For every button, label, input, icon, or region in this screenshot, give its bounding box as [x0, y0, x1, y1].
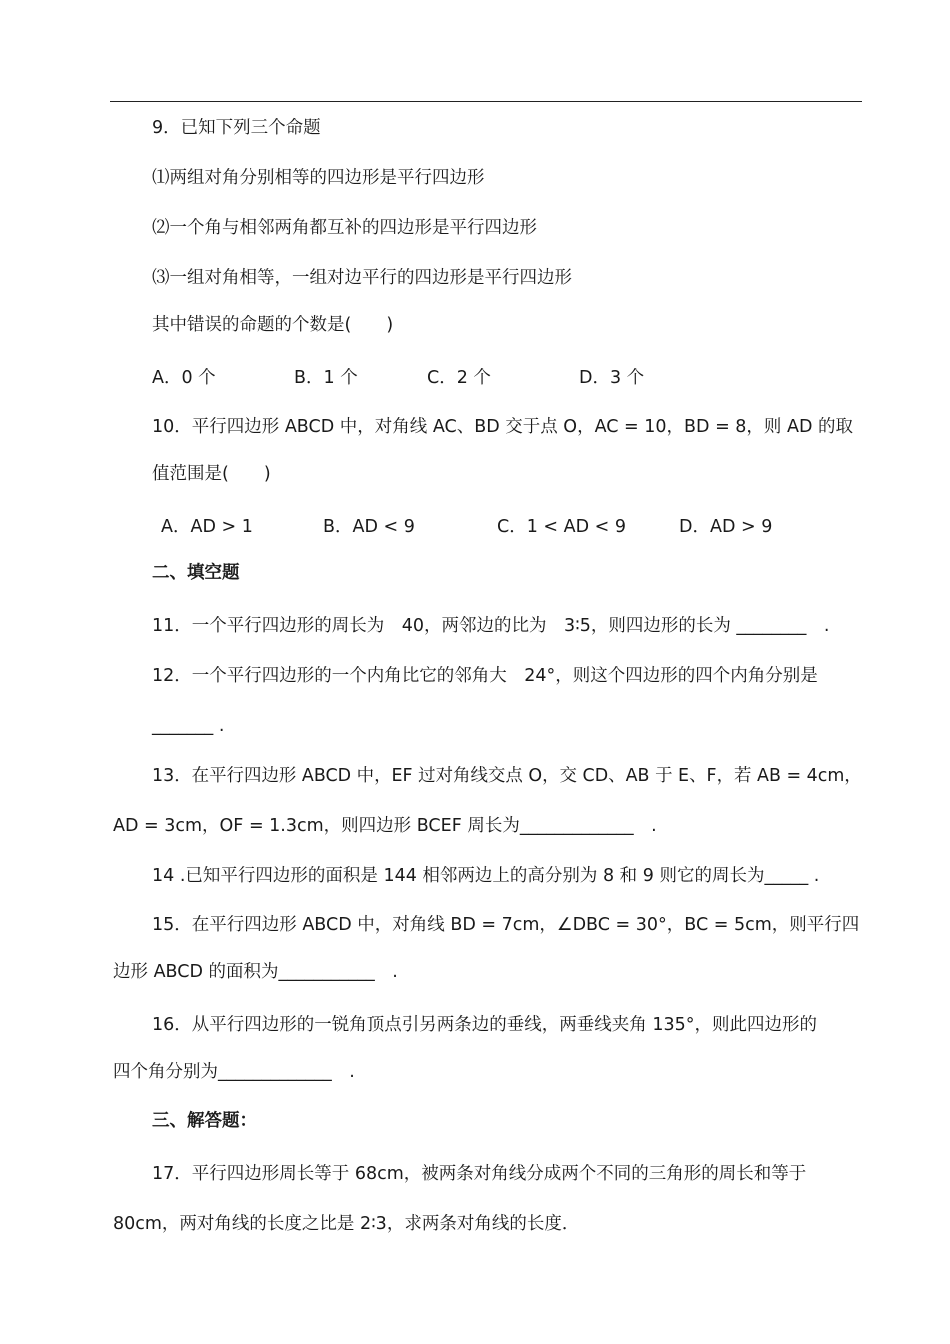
q10-line-1: 10．平行四边形 ABCD 中，对角线 AC、BD 交于点 O，AC = 10，BD = 8，则 AD 的取: [152, 417, 853, 437]
q10-option-b: B．AD < 9: [323, 517, 415, 537]
section-fill-in-heading: 二、填空题: [152, 563, 240, 583]
q15-line-2: 边形 ABCD 的面积为___________ .: [113, 962, 398, 982]
q9-stem: 9．已知下列三个命题: [152, 118, 321, 138]
q16-line-1: 16．从平行四边形的一锐角顶点引另两条边的垂线，两垂线夹角 135°，则此四边形的: [152, 1015, 817, 1035]
q9-proposition-1: ⑴两组对角分别相等的四边形是平行四边形: [152, 168, 485, 188]
q12-line-2: _______ .: [152, 716, 225, 736]
q14-text: 14 .已知平行四边形的面积是 144 相邻两边上的高分别为 8 和 9 则它的周长为_____ .: [152, 866, 820, 886]
q12-line-1: 12．一个平行四边形的一个内角比它的邻角大 24°，则这个四边形的四个内角分别是: [152, 666, 818, 686]
q16-line-2: 四个角分别为_____________ .: [113, 1062, 355, 1082]
q17-line-2: 80cm，两对角线的长度之比是 2∶3，求两条对角线的长度．: [113, 1214, 580, 1234]
q9-question: 其中错误的命题的个数是( ): [152, 315, 394, 335]
q13-line-2: AD = 3cm，OF = 1.3cm，则四边形 BCEF 周长为_____________ .: [113, 816, 657, 836]
q10-option-c: C．1 < AD < 9: [497, 517, 627, 537]
q15-line-1: 15．在平行四边形 ABCD 中，对角线 BD = 7cm，∠DBC = 30°，BC = 5cm，则平行四: [152, 915, 860, 935]
q9-option-b: B．1 个: [294, 368, 358, 388]
q9-proposition-3: ⑶一组对角相等，一组对边平行的四边形是平行四边形: [152, 268, 572, 288]
section-solve-heading: 三、解答题：: [152, 1111, 257, 1131]
q13-line-1: 13．在平行四边形 ABCD 中，EF 过对角线交点 O，交 CD、AB 于 E、F，若 AB = 4cm，: [152, 766, 862, 786]
q10-option-a: A．AD > 1: [161, 517, 253, 537]
q10-line-2: 值范围是( ): [152, 464, 271, 484]
header-rule: [110, 101, 862, 102]
q9-option-d: D．3 个: [579, 368, 645, 388]
q17-line-1: 17．平行四边形周长等于 68cm，被两条对角线分成两个不同的三角形的周长和等于: [152, 1164, 807, 1184]
q11-text: 11．一个平行四边形的周长为 40，两邻边的比为 3∶5，则四边形的长为 ________ .: [152, 616, 830, 636]
q10-options: [0, 515, 950, 539]
q9-option-c: C．2 个: [427, 368, 491, 388]
q9-proposition-2: ⑵一个角与相邻两角都互补的四边形是平行四边形: [152, 218, 537, 238]
q9-option-a: A．0 个: [152, 368, 216, 388]
q9-options: [0, 366, 950, 390]
q10-option-d: D．AD > 9: [679, 517, 773, 537]
